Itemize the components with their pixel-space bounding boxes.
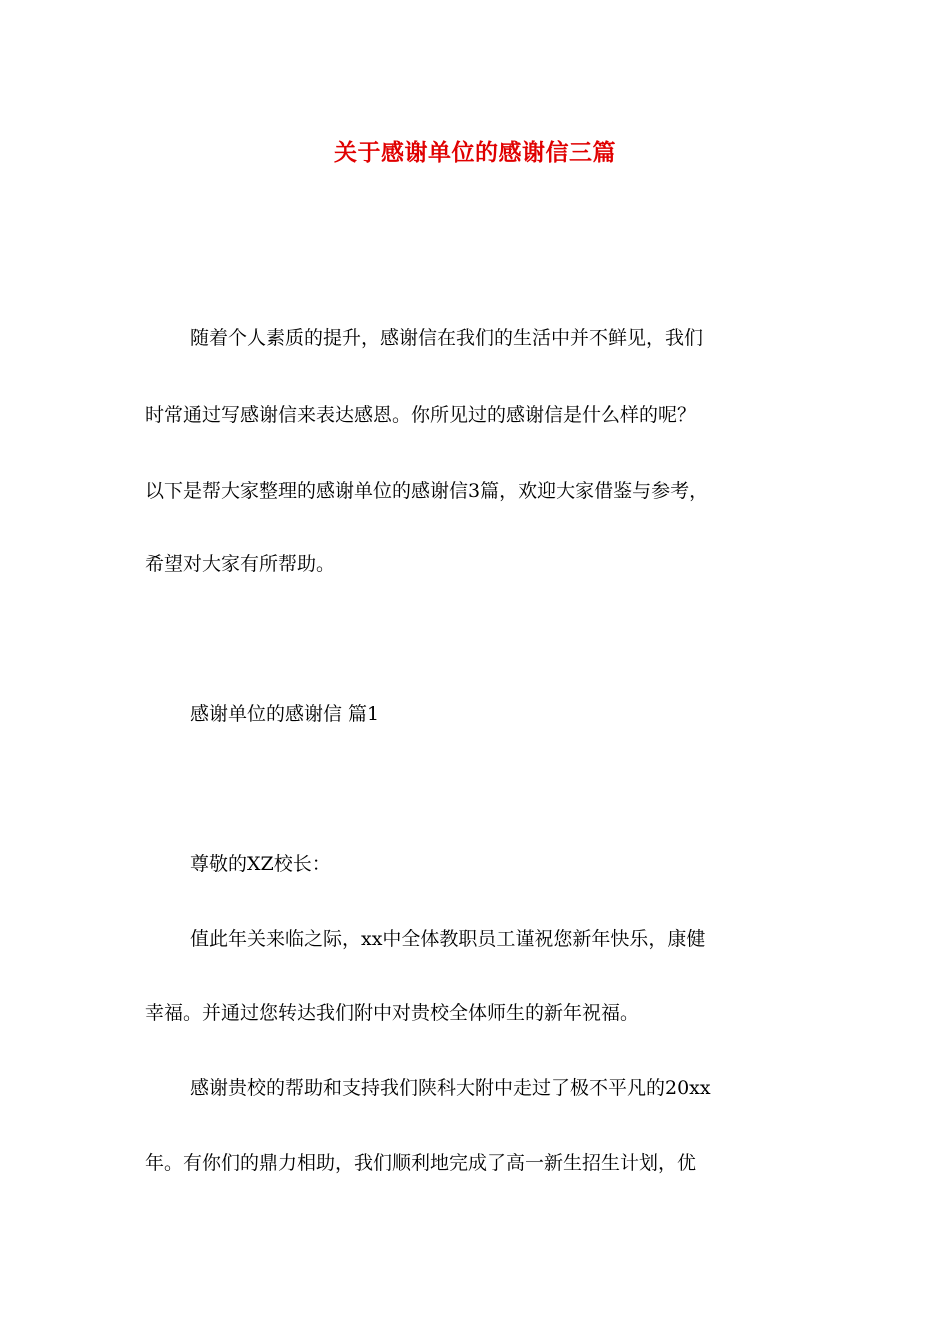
salutation: 尊敬的XZ校长：: [190, 853, 331, 875]
intro-line-2: 时常通过写感谢信来表达感恩。你所见过的感谢信是什么样的呢？: [145, 404, 697, 426]
intro-line-4: 希望对大家有所帮助。: [145, 553, 336, 575]
body-line-2: 幸福。并通过您转达我们附中对贵校全体师生的新年祝福。: [145, 1002, 640, 1024]
body-line-3: 感谢贵校的帮助和支持我们陕科大附中走过了极不平凡的20xx: [190, 1077, 711, 1099]
intro-line-1: 随着个人素质的提升，感谢信在我们的生活中并不鲜见，我们: [190, 327, 704, 349]
body-line-4: 年。有你们的鼎力相助，我们顺利地完成了高一新生招生计划，优: [145, 1152, 697, 1174]
intro-line-3: 以下是帮大家整理的感谢单位的感谢信3篇，欢迎大家借鉴与参考，: [145, 480, 709, 502]
body-line-1: 值此年关来临之际，xx中全体教职员工谨祝您新年快乐，康健: [190, 928, 706, 950]
section-heading: 感谢单位的感谢信 篇1: [190, 703, 380, 725]
document-title: 关于感谢单位的感谢信三篇: [334, 139, 616, 166]
